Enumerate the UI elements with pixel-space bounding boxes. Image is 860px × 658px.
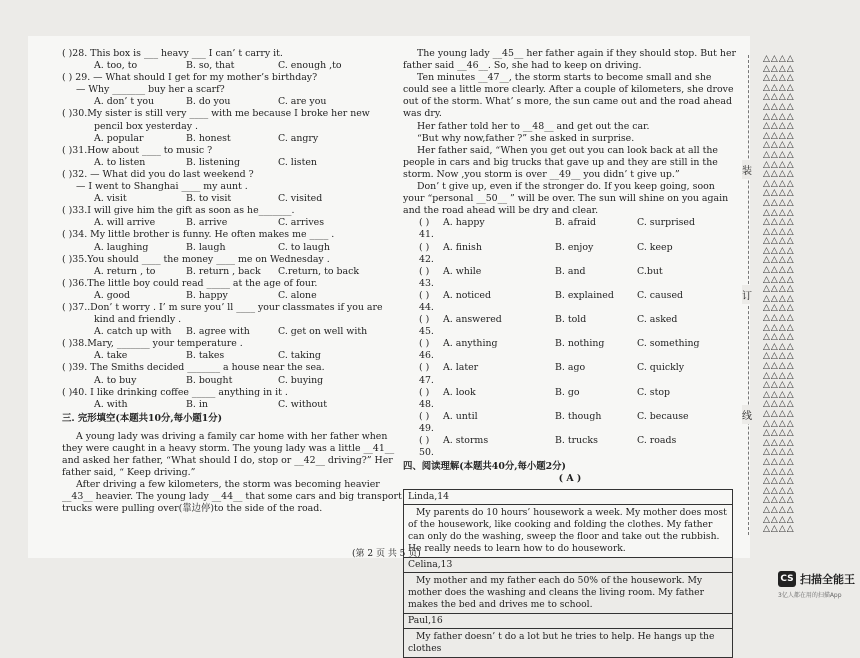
reading-subtitle: ( A ) (558, 473, 582, 485)
triangle-row: △△△△ (763, 284, 795, 295)
option-b: B. takes (186, 350, 225, 362)
option-a: A. return , to (94, 265, 156, 277)
triangle-row: △△△△ (763, 73, 795, 84)
cloze-option-row (403, 242, 737, 266)
right-column (403, 48, 737, 658)
cloze-q: ( ) 50. (419, 435, 434, 459)
triangle-row: △△△△ (763, 380, 795, 391)
option-b: B. happy (186, 289, 228, 301)
answer-options (62, 133, 402, 145)
question-line: ( )38.Mary, _______ your temperature . (62, 338, 243, 350)
question-line: ( )37..Don’ t worry . I’ m sure you’ ll ____ your classmates if you are (62, 301, 383, 313)
triangle-row: △△△△ (763, 140, 795, 151)
answer-options (62, 193, 402, 205)
answer-options (62, 60, 402, 72)
triangle-row: △△△△ (763, 332, 795, 343)
option-c: C.return, to back (278, 265, 360, 277)
cloze-q: ( ) 48. (419, 386, 434, 410)
option-a: A. take (94, 350, 128, 362)
triangle-row: △△△△ (763, 149, 795, 160)
option-c: C. get on well with (278, 326, 368, 338)
passage-paragraph: The young lady __45__ her father again if they should stop. But her father said __46__. So, she had to keep on driving. (403, 48, 736, 72)
cloze-c: C. quickly (637, 362, 685, 374)
option-c: C. visited (278, 193, 323, 205)
triangle-row: △△△△ (763, 245, 795, 256)
scanner-app-badge (778, 571, 855, 587)
reading-section-title: 四、阅读理解(本题共40分,每小题2分) (403, 461, 566, 473)
cloze-b: B. explained (555, 289, 614, 301)
triangle-row: △△△△ (763, 456, 795, 467)
cloze-b: B. go (555, 386, 580, 398)
triangle-row: △△△△ (763, 217, 795, 228)
cloze-option-row (403, 435, 737, 459)
option-b: B. in (186, 398, 208, 410)
cloze-c: C. caused (637, 289, 684, 301)
triangle-row: △△△△ (763, 178, 795, 189)
question-line: ( )31.How about ____ to music ? (62, 144, 213, 156)
cloze-c: C. keep (637, 241, 673, 253)
cloze-a: A. look (443, 386, 476, 398)
cloze-q: ( ) 46. (419, 338, 434, 362)
triangle-row: △△△△ (763, 504, 795, 515)
triangle-row: △△△△ (763, 54, 795, 64)
triangle-row: △△△△ (763, 111, 795, 122)
triangle-row: △△△△ (763, 466, 795, 477)
triangle-row: △△△△ (763, 197, 795, 208)
triangle-row: △△△△ (763, 514, 795, 525)
app-name: 扫描全能王 (800, 573, 855, 586)
triangle-row: △△△△ (763, 476, 795, 487)
question-line: ( )28. This box is ___ heavy ___ I can’ t carry it. (62, 48, 283, 59)
option-b: B. honest (186, 132, 231, 144)
triangle-row: △△△△ (763, 130, 795, 141)
option-c: C. angry (278, 132, 319, 144)
cloze-a: A. until (443, 410, 478, 422)
option-a: A. will arrive (94, 217, 156, 229)
cloze-q: ( ) 43. (419, 265, 434, 289)
triangle-row: △△△△ (763, 389, 795, 400)
option-b: B. laugh (186, 241, 226, 253)
cloze-q: ( ) 45. (419, 314, 434, 338)
cloze-q: ( ) 42. (419, 241, 434, 265)
app-tagline: 3亿人都在用的扫描App (778, 592, 842, 599)
option-c: C. are you (278, 96, 327, 108)
triangle-row: △△△△ (763, 293, 795, 304)
option-c: C. to laugh (278, 241, 330, 253)
cloze-q: ( ) 49. (419, 410, 434, 434)
answer-options (62, 242, 402, 254)
cloze-a: A. answered (443, 314, 502, 326)
option-c: C. buying (278, 374, 324, 386)
option-a: A. to listen (94, 156, 146, 168)
question-line: — Why _______ buy her a scarf? (76, 84, 225, 96)
option-c: C. arrives (278, 217, 325, 229)
option-c: C. without (278, 398, 328, 410)
question-line: pencil box yesterday . (94, 120, 199, 132)
triangle-row: △△△△ (763, 169, 795, 180)
cloze-c: C. stop (637, 386, 671, 398)
question-line: ( )36.The little boy could read _____ at the age of four. (62, 277, 318, 289)
question-line: ( ) 29. — What should I get for my mother’s birthday? (62, 72, 318, 84)
cloze-b: B. and (555, 265, 586, 277)
triangle-row: △△△△ (763, 101, 795, 112)
answer-options (62, 96, 402, 108)
triangle-row: △△△△ (763, 236, 795, 247)
table-text-cell: My father doesn’ t do a lot but he tries to help. He hangs up the clothes (408, 631, 715, 655)
option-b: B. bought (186, 374, 233, 386)
answer-options (62, 326, 402, 338)
camscanner-logo-icon: CS (778, 571, 796, 587)
cloze-option-row (403, 338, 737, 362)
triangle-row: △△△△ (763, 428, 795, 439)
triangle-row: △△△△ (763, 485, 795, 496)
passage-paragraph: Her father said, “When you get out you can look back at all the people in cars and big trucks that gave up and they are still in the storm. Now ,you storm is over __49__ you didn’ t give up.” (403, 144, 718, 180)
option-c: C. alone (278, 289, 317, 301)
option-a: A. popular (94, 132, 144, 144)
cloze-a: A. happy (443, 217, 485, 229)
option-a: A. with (94, 398, 128, 410)
cloze-q: ( ) 44. (419, 289, 434, 313)
question-line: kind and friendly . (94, 314, 182, 326)
passage-paragraph: Her father told her to __48__ and get out the car. (417, 120, 650, 132)
triangle-row: △△△△ (763, 313, 795, 324)
triangle-row: △△△△ (763, 121, 795, 132)
cloze-b: B. ago (555, 362, 586, 374)
side-label-zhuang: 装 (742, 160, 752, 179)
triangle-row: △△△△ (763, 524, 795, 535)
table-name-cell: Celina,13 (404, 558, 732, 573)
triangle-row: △△△△ (763, 92, 795, 103)
option-c: C. enough ,to (278, 60, 342, 72)
option-b: B. to visit (186, 193, 232, 205)
option-c: C. taking (278, 350, 321, 362)
cloze-c: C. something (637, 338, 700, 350)
triangle-row: △△△△ (763, 495, 795, 506)
triangle-row: △△△△ (763, 226, 795, 237)
triangle-row: △△△△ (763, 351, 795, 362)
question-line: ( )32. — What did you do last weekend ? (62, 168, 254, 180)
triangle-row: △△△△ (763, 341, 795, 352)
page-number: (第 2 页 共 5 页) (352, 549, 421, 559)
answer-options (62, 350, 402, 362)
passage-paragraph: Ten minutes __47__, the storm starts to become small and she could see a little more clearly. After a couple of kilometers, she drove out of the storm. What’ s more, the sun came out and the road ahead was dry. (403, 72, 734, 120)
triangle-row: △△△△ (763, 322, 795, 333)
cloze-c: C. surprised (637, 217, 695, 229)
option-b: B. listening (186, 156, 241, 168)
cloze-c: C. asked (637, 314, 678, 326)
left-column (62, 48, 402, 516)
section-title: 三. 完形填空(本题共10分,每小题1分) (62, 412, 223, 424)
passage-paragraph: “But why now,father ?” she asked in surprise. (417, 132, 635, 144)
cloze-a: A. finish (443, 241, 482, 253)
triangle-row: △△△△ (763, 274, 795, 285)
table-name-cell: Paul,16 (404, 614, 732, 629)
option-a: A. visit (94, 193, 127, 205)
side-label-ding: 订 (742, 285, 752, 304)
cloze-options (403, 217, 737, 459)
triangle-row: △△△△ (763, 370, 795, 381)
cloze-option-row (403, 290, 737, 314)
reading-table (403, 489, 733, 658)
option-a: A. too, to (94, 60, 138, 72)
question-line: ( )33.I will give him the gift as soon as he_______. (62, 205, 295, 217)
cloze-c: C. because (637, 410, 689, 422)
cloze-a: A. anything (443, 338, 498, 350)
passage-paragraph: A young lady was driving a family car home with her father when they were caught in a heavy storm. The young lady was a little __41__ and asked her father, “What should I do, stop or __42__ driving?” Her father said, “ Keep driving.” (62, 430, 395, 479)
question-line: ( )39. The Smiths decided _______ a house near the sea. (62, 362, 325, 374)
triangle-row: △△△△ (763, 159, 795, 170)
cloze-option-row (403, 411, 737, 435)
triangle-row: △△△△ (763, 188, 795, 199)
cloze-a: A. noticed (443, 289, 491, 301)
triangle-row: △△△△ (763, 265, 795, 276)
option-b: B. so, that (186, 60, 235, 72)
triangle-margin-pattern (763, 55, 803, 535)
cloze-option-row (403, 362, 737, 386)
answer-options (62, 157, 402, 169)
option-b: B. agree with (186, 326, 250, 338)
cloze-passage-continued (403, 48, 737, 217)
cloze-b: B. trucks (555, 435, 598, 446)
table-text-cell: My parents do 10 hours’ housework a week. My mother does most of the housework, like cooking and folding the clothes. My father can only do the washing, sweep the floor and take out the rubbish. He really needs to learn how to do housework. (404, 505, 732, 558)
cloze-a: A. later (443, 362, 479, 374)
question-line: ( )35.You should ____ the money ____ me on Wednesday . (62, 253, 330, 265)
triangle-row: △△△△ (763, 408, 795, 419)
answer-options (62, 266, 402, 278)
triangle-row: △△△△ (763, 447, 795, 458)
cloze-q: ( ) 47. (419, 362, 434, 386)
cloze-option-row (403, 314, 737, 338)
passage-paragraph: After driving a few kilometers, the storm was becoming heavier __43__ heavier. The young lady __44__ that some cars and big transport trucks were pulling over(靠边停)to the side of the road. (62, 479, 402, 515)
option-a: A. don’ t you (94, 96, 155, 108)
cloze-q: ( ) 41. (419, 217, 434, 241)
question-line: ( )30.My sister is still very ____ with me because I broke her new (62, 108, 370, 120)
cloze-b: B. afraid (555, 217, 596, 229)
answer-options (62, 375, 402, 387)
table-name-cell: Linda,14 (404, 490, 732, 505)
triangle-row: △△△△ (763, 361, 795, 371)
triangle-row: △△△△ (763, 399, 795, 410)
option-a: A. laughing (94, 241, 149, 253)
question-line: — I went to Shanghai ____ my aunt . (76, 181, 248, 193)
question-line: ( )34. My little brother is funny. He often makes me ____ . (62, 229, 335, 241)
side-label-xian: 线 (742, 405, 752, 424)
passage-paragraph: Don’ t give up, even if the stronger do. If you keep going, soon your “personal __50__ ” will be over. The sun will shine on you again and the road ahead will be dry and clear. (403, 181, 729, 217)
triangle-row: △△△△ (763, 255, 795, 266)
triangle-row: △△△△ (763, 418, 795, 429)
option-a: A. good (94, 289, 131, 301)
cloze-a: A. while (443, 265, 482, 277)
answer-options (62, 290, 402, 302)
triangle-row: △△△△ (763, 82, 795, 93)
triangle-row: △△△△ (763, 303, 795, 314)
cloze-c: C. roads (637, 435, 677, 446)
answer-options (62, 217, 402, 229)
table-text-cell: My mother and my father each do 50% of the housework. My mother does the washing and cleans the living room. My father makes the bed and drives me to school. (404, 573, 732, 614)
cloze-c: C.but (637, 265, 663, 277)
cloze-b: B. though (555, 410, 602, 422)
triangle-row: △△△△ (763, 63, 795, 74)
triangle-row: △△△△ (763, 437, 795, 448)
option-b: B. return , back (186, 265, 261, 277)
cloze-a: A. storms (443, 435, 489, 446)
triangle-row: △△△△ (763, 207, 795, 218)
option-b: B. arrive (186, 217, 228, 229)
cloze-option-row (403, 387, 737, 411)
option-a: A. catch up with (94, 326, 172, 338)
option-c: C. listen (278, 156, 317, 168)
cloze-b: B. enjoy (555, 241, 594, 253)
cloze-b: B. nothing (555, 338, 605, 350)
answer-options (62, 399, 402, 411)
cloze-option-row (403, 217, 737, 241)
cloze-option-row (403, 266, 737, 290)
option-b: B. do you (186, 96, 231, 108)
option-a: A. to buy (94, 374, 137, 386)
question-line: ( )40. I like drinking coffee _____ anything in it . (62, 386, 288, 398)
cloze-b: B. told (555, 314, 587, 326)
